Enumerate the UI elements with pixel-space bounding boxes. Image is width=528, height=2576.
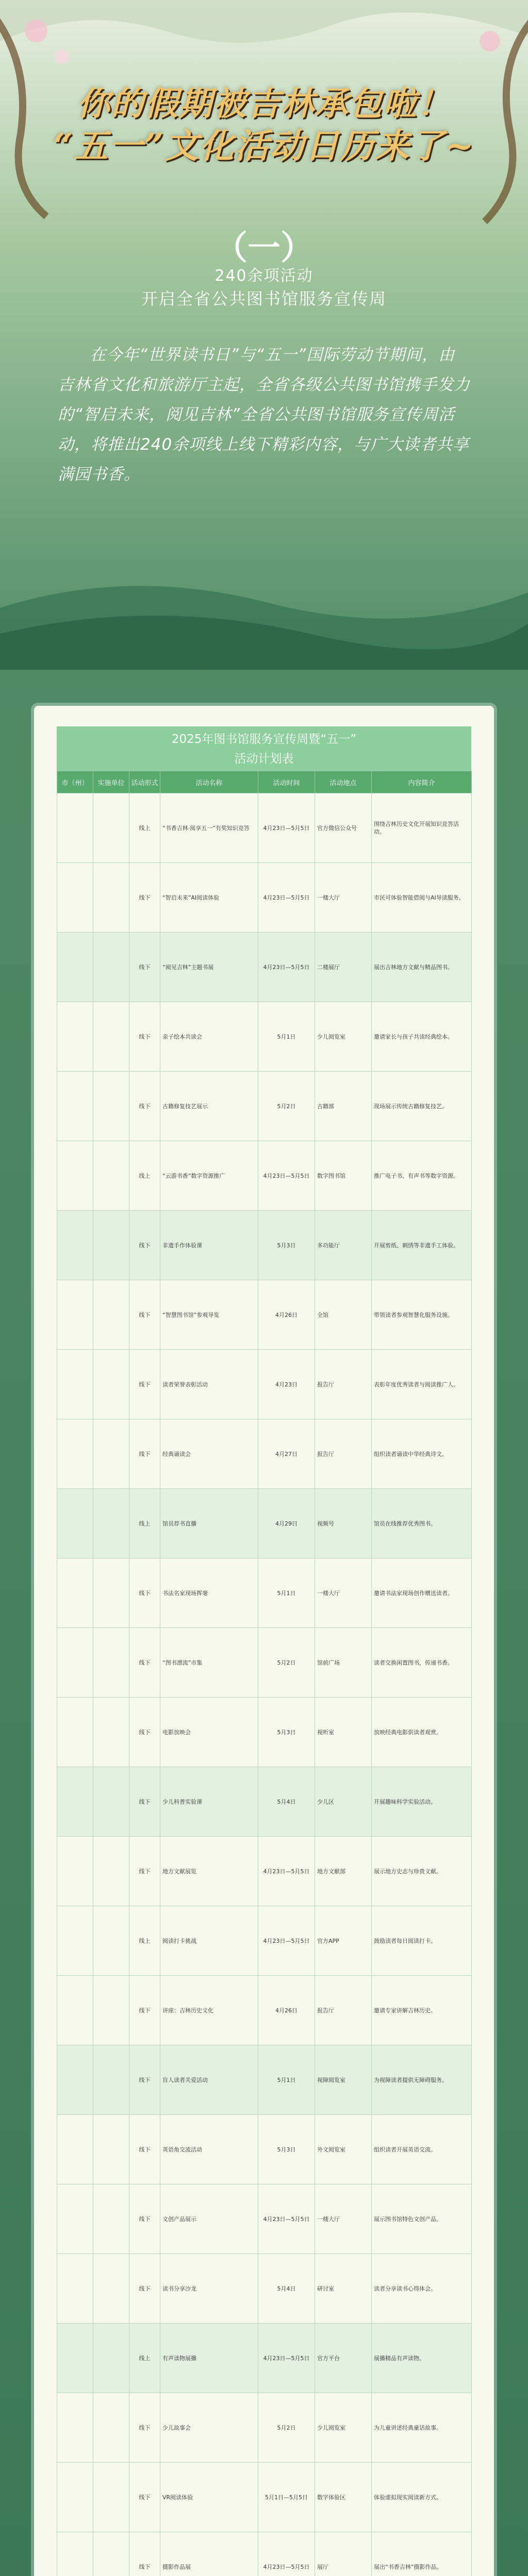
table-cell: 文创产品展示 [160, 2184, 258, 2254]
table-cell: 少儿阅览室 [315, 2393, 372, 2463]
header-banner [0, 0, 528, 670]
table-cell: 展出吉林地方文献与精品图书。 [372, 933, 472, 1002]
table-cell: 地方文献部 [315, 1837, 372, 1906]
table-cell [93, 1419, 129, 1489]
table-cell: 线上 [129, 1489, 160, 1558]
table-cell: 古籍修复技艺展示 [160, 1072, 258, 1141]
table-cell [93, 1976, 129, 2045]
table-row [57, 1141, 472, 1211]
table-cell [93, 1280, 129, 1350]
table-cell: 线下 [129, 1419, 160, 1489]
table-cell [57, 1767, 93, 1837]
table-cell: 非遗手作体验课 [160, 1211, 258, 1280]
table-cell [93, 2393, 129, 2463]
table-header-cell: 活动名称 [160, 771, 258, 793]
table-cell: 4月23日—5月5日 [258, 793, 315, 863]
table-cell: 视听室 [315, 1698, 372, 1767]
table-cell: 线下 [129, 1072, 160, 1141]
table-cell: 英语角交流活动 [160, 2115, 258, 2184]
table-cell: 组织读者诵读中华经典诗文。 [372, 1419, 472, 1489]
table-cell: 展播精品有声读物。 [372, 2324, 472, 2393]
table-header-cell: 实施单位 [93, 771, 129, 793]
table-cell: 少儿科普实验课 [160, 1767, 258, 1837]
table-cell [93, 1141, 129, 1211]
table-cell: 书法名家现场挥毫 [160, 1558, 258, 1628]
table-cell: 二楼展厅 [315, 933, 372, 1002]
table-cell: 5月2日 [258, 2393, 315, 2463]
table-cell [57, 2254, 93, 2324]
table-cell [93, 1906, 129, 1976]
table-cell: 数字体验区 [315, 2463, 372, 2532]
table-cell: 5月1日 [258, 2045, 315, 2115]
table-cell: 5月1日—5月5日 [258, 2463, 315, 2532]
table-cell: 一楼大厅 [315, 863, 372, 933]
table-row [57, 1489, 472, 1558]
table-cell: 报告厅 [315, 1976, 372, 2045]
main-title-line2: “五一”文化活动日历来了~ [53, 126, 475, 166]
table-cell [93, 2463, 129, 2532]
intro-paragraph [58, 340, 470, 489]
table-cell [57, 1419, 93, 1489]
table-cell: 视障阅览室 [315, 2045, 372, 2115]
table-cell: 地方文献展览 [160, 1837, 258, 1906]
table-cell: 线下 [129, 2532, 160, 2576]
table-cell: 官方微信公众号 [315, 793, 372, 863]
table-cell [93, 1350, 129, 1419]
table-cell [57, 1976, 93, 2045]
table-header-cell: 内容简介 [372, 771, 472, 793]
table-header-cell: 活动地点 [315, 771, 372, 793]
table-body [57, 793, 472, 2576]
table-row [57, 1767, 472, 1837]
table-cell [57, 2324, 93, 2393]
table-row [57, 1976, 472, 2045]
table-cell: 开展趣味科学实验活动。 [372, 1767, 472, 1837]
table-cell: 5月3日 [258, 2115, 315, 2184]
table-cell: 报告厅 [315, 1350, 372, 1419]
table-cell [93, 1558, 129, 1628]
table-cell [93, 2184, 129, 2254]
table-cell [57, 933, 93, 1002]
table-cell [93, 933, 129, 1002]
table-cell: 讲座：吉林历史文化 [160, 1976, 258, 2045]
table-cell: 报告厅 [315, 1419, 372, 1489]
table-cell: 展出“书香吉林”摄影作品。 [372, 2532, 472, 2576]
table-cell: 4月23日—5月5日 [258, 2324, 315, 2393]
table-cell [57, 1350, 93, 1419]
table-cell: 4月23日—5月5日 [258, 1837, 315, 1906]
table-cell: 邀请书法家现场创作赠送读者。 [372, 1558, 472, 1628]
table-cell [93, 2324, 129, 2393]
table-cell [57, 1002, 93, 1072]
table-cell [57, 1837, 93, 1906]
table-cell: 表彰年度优秀读者与阅读推广人。 [372, 1350, 472, 1419]
table-cell: 阅读打卡挑战 [160, 1906, 258, 1976]
table-row [57, 2532, 472, 2576]
schedule-card [34, 706, 494, 2576]
table-cell [57, 2463, 93, 2532]
table-cell: 4月23日—5月5日 [258, 933, 315, 1002]
table-cell: 线下 [129, 863, 160, 933]
table-cell [57, 1211, 93, 1280]
table-header-cell: 活动时间 [258, 771, 315, 793]
table-cell [57, 2393, 93, 2463]
table-cell [57, 1072, 93, 1141]
table-cell: 线下 [129, 2115, 160, 2184]
table-cell [57, 863, 93, 933]
table-row [57, 933, 472, 1002]
table-row [57, 1558, 472, 1628]
table-cell: 馆员在线推荐优秀图书。 [372, 1489, 472, 1558]
table-row [57, 1906, 472, 1976]
table-cell [57, 1558, 93, 1628]
table-cell: 线下 [129, 1558, 160, 1628]
table-title-line1: 2025年图书馆服务宣传周暨“五一” [171, 733, 357, 746]
table-cell: 读者分享读书心得体会。 [372, 2254, 472, 2324]
table-cell [93, 863, 129, 933]
table-cell [57, 2115, 93, 2184]
table-row [57, 2324, 472, 2393]
table-cell: 展厅 [315, 2532, 372, 2576]
table-cell: 5月1日 [258, 1002, 315, 1072]
table-cell: 4月23日—5月5日 [258, 2184, 315, 2254]
table-cell: 5月4日 [258, 1767, 315, 1837]
table-cell: “智慧图书馆”参观导览 [160, 1280, 258, 1350]
table-cell [93, 1698, 129, 1767]
table-cell: 展示图书馆特色文创产品。 [372, 2184, 472, 2254]
table-cell: 组织读者开展英语交流。 [372, 2115, 472, 2184]
table-cell [93, 2254, 129, 2324]
table-cell: 线下 [129, 2184, 160, 2254]
table-cell: 少儿故事会 [160, 2393, 258, 2463]
section-number: （一） [214, 229, 314, 267]
table-cell: 4月23日—5月5日 [258, 1141, 315, 1211]
table-row [57, 1002, 472, 1072]
table-cell: 线下 [129, 2045, 160, 2115]
table-cell: 线下 [129, 2393, 160, 2463]
table-cell: “书香吉林·阅享五一”有奖知识竞答 [160, 793, 258, 863]
table-cell [93, 2532, 129, 2576]
table-cell: 读者交换闲置图书，传递书香。 [372, 1628, 472, 1698]
table-cell [57, 1141, 93, 1211]
table-cell: 线下 [129, 2463, 160, 2532]
table-cell: 邀请家长与孩子共读经典绘本。 [372, 1002, 472, 1072]
table-cell: 经典诵读会 [160, 1419, 258, 1489]
table-cell: 5月2日 [258, 1072, 315, 1141]
table-cell [57, 1489, 93, 1558]
table-cell: 读者荣誉表彰活动 [160, 1350, 258, 1419]
activity-table [57, 771, 472, 2576]
table-title-band [57, 726, 471, 771]
table-cell: 鼓励读者每日阅读打卡。 [372, 1906, 472, 1976]
table-cell: 为儿童讲述经典童话故事。 [372, 2393, 472, 2463]
table-cell [57, 2532, 93, 2576]
table-cell: 推广电子书、有声书等数字资源。 [372, 1141, 472, 1211]
table-cell [57, 1906, 93, 1976]
table-cell: 官方APP [315, 1906, 372, 1976]
table-cell [93, 1489, 129, 1558]
table-row [57, 863, 472, 933]
table-cell: 研讨室 [315, 2254, 372, 2324]
table-cell [57, 2184, 93, 2254]
table-cell: 古籍部 [315, 1072, 372, 1141]
table-row [57, 2463, 472, 2532]
table-cell: 线下 [129, 1628, 160, 1698]
table-row [57, 1072, 472, 1141]
table-cell: 读书分享沙龙 [160, 2254, 258, 2324]
table-cell: 围绕吉林历史文化开展知识竞答活动。 [372, 793, 472, 863]
table-cell [57, 1280, 93, 1350]
table-cell: “阅见吉林”主题书展 [160, 933, 258, 1002]
table-cell: 线下 [129, 1837, 160, 1906]
table-cell: 5月1日 [258, 1558, 315, 1628]
table-cell: 线下 [129, 1280, 160, 1350]
table-row [57, 2254, 472, 2324]
table-cell [93, 1002, 129, 1072]
table-cell: 线下 [129, 933, 160, 1002]
table-cell: 电影放映会 [160, 1698, 258, 1767]
table-cell: 线下 [129, 1350, 160, 1419]
table-cell [93, 1072, 129, 1141]
table-cell: 为视障读者提供无障碍服务。 [372, 2045, 472, 2115]
table-row [57, 2184, 472, 2254]
table-cell: 馆前广场 [315, 1628, 372, 1698]
table-cell: 开展剪纸、刺绣等非遗手工体验。 [372, 1211, 472, 1280]
table-cell: 少儿区 [315, 1767, 372, 1837]
table-cell: 4月23日 [258, 1350, 315, 1419]
table-cell: 4月23日—5月5日 [258, 1906, 315, 1976]
table-cell: 体验虚拟现实阅读新方式。 [372, 2463, 472, 2532]
table-cell: “图书漂流”市集 [160, 1628, 258, 1698]
table-cell: 线下 [129, 1211, 160, 1280]
table-cell [93, 1628, 129, 1698]
table-cell: 官方平台 [315, 2324, 372, 2393]
table-cell: 4月27日 [258, 1419, 315, 1489]
table-cell: 少儿阅览室 [315, 1002, 372, 1072]
table-header-cell: 活动形式 [129, 771, 160, 793]
table-cell [57, 1628, 93, 1698]
table-cell [93, 1767, 129, 1837]
table-row [57, 1350, 472, 1419]
table-cell: 线上 [129, 1141, 160, 1211]
table-cell: 有声读物展播 [160, 2324, 258, 2393]
table-cell: 现场展示传统古籍修复技艺。 [372, 1072, 472, 1141]
table-cell [93, 793, 129, 863]
table-cell [93, 1837, 129, 1906]
table-cell: 线上 [129, 1906, 160, 1976]
table-cell: 线上 [129, 2324, 160, 2393]
table-cell: 亲子绘本共读会 [160, 1002, 258, 1072]
table-cell [93, 2115, 129, 2184]
table-row [57, 1837, 472, 1906]
table-cell [93, 1211, 129, 1280]
table-cell: 线上 [129, 793, 160, 863]
table-cell: 4月23日—5月5日 [258, 863, 315, 933]
table-row [57, 2115, 472, 2184]
table-cell [57, 2045, 93, 2115]
table-cell: 线下 [129, 1698, 160, 1767]
table-cell: 5月4日 [258, 2254, 315, 2324]
table-cell: 5月3日 [258, 1698, 315, 1767]
table-cell: 4月26日 [258, 1280, 315, 1350]
table-cell: “智启未来”AI阅读体验 [160, 863, 258, 933]
table-cell: 视频号 [315, 1489, 372, 1558]
table-header-row [57, 771, 472, 793]
table-cell: 4月29日 [258, 1489, 315, 1558]
table-cell: 摄影作品展 [160, 2532, 258, 2576]
intro-text: 在今年“世界读书日”与“五一”国际劳动节期间，由吉林省文化和旅游厅主起，全省各级公共图书馆携手发力的“智启未来，阅见吉林”全省公共图书馆服务宣传周活动，将推出240余项线上线下精彩内容，与广大读者共享满园书香。 [58, 346, 470, 484]
main-title-line1: 你的假期被吉林承包啦！ [77, 84, 451, 123]
table-cell: 展示地方史志与珍贵文献。 [372, 1837, 472, 1906]
table-cell: 线下 [129, 1002, 160, 1072]
section-subtitle: 240余项活动 [214, 267, 314, 285]
table-cell: 邀请专家讲解吉林历史。 [372, 1976, 472, 2045]
table-cell: 线下 [129, 2254, 160, 2324]
table-cell: 线下 [129, 1976, 160, 2045]
table-row [57, 1419, 472, 1489]
table-header-cell: 市（州） [57, 771, 93, 793]
table-cell: 带领读者参观智慧化服务设施。 [372, 1280, 472, 1350]
table-cell: 馆员荐书直播 [160, 1489, 258, 1558]
table-cell: 多功能厅 [315, 1211, 372, 1280]
table-cell: 5月2日 [258, 1628, 315, 1698]
table-title-line2: 活动计划表 [234, 752, 294, 766]
table-cell [93, 2045, 129, 2115]
section-heading: 开启全省公共图书馆服务宣传周 [141, 289, 387, 309]
table-row [57, 793, 472, 863]
table-cell [57, 1698, 93, 1767]
table-cell: 4月23日—5月5日 [258, 2532, 315, 2576]
table-row [57, 1211, 472, 1280]
table-cell: 外文阅览室 [315, 2115, 372, 2184]
table-cell: 盲人读者关爱活动 [160, 2045, 258, 2115]
table-row [57, 1628, 472, 1698]
table-row [57, 2393, 472, 2463]
table-cell: 数字图书馆 [315, 1141, 372, 1211]
table-cell: 5月3日 [258, 1211, 315, 1280]
table-row [57, 2045, 472, 2115]
table-cell: 一楼大厅 [315, 2184, 372, 2254]
table-cell: 4月26日 [258, 1976, 315, 2045]
table-cell: 线下 [129, 1767, 160, 1837]
table-cell: 一楼大厅 [315, 1558, 372, 1628]
table-cell: 市民可体验智能借阅与AI导读服务。 [372, 863, 472, 933]
table-cell: 放映经典电影供读者观赏。 [372, 1698, 472, 1767]
table-cell: VR阅读体验 [160, 2463, 258, 2532]
table-row [57, 1698, 472, 1767]
table-cell [57, 793, 93, 863]
table-row [57, 1280, 472, 1350]
table-cell: 全馆 [315, 1280, 372, 1350]
table-cell: “云游书香”数字资源推广 [160, 1141, 258, 1211]
